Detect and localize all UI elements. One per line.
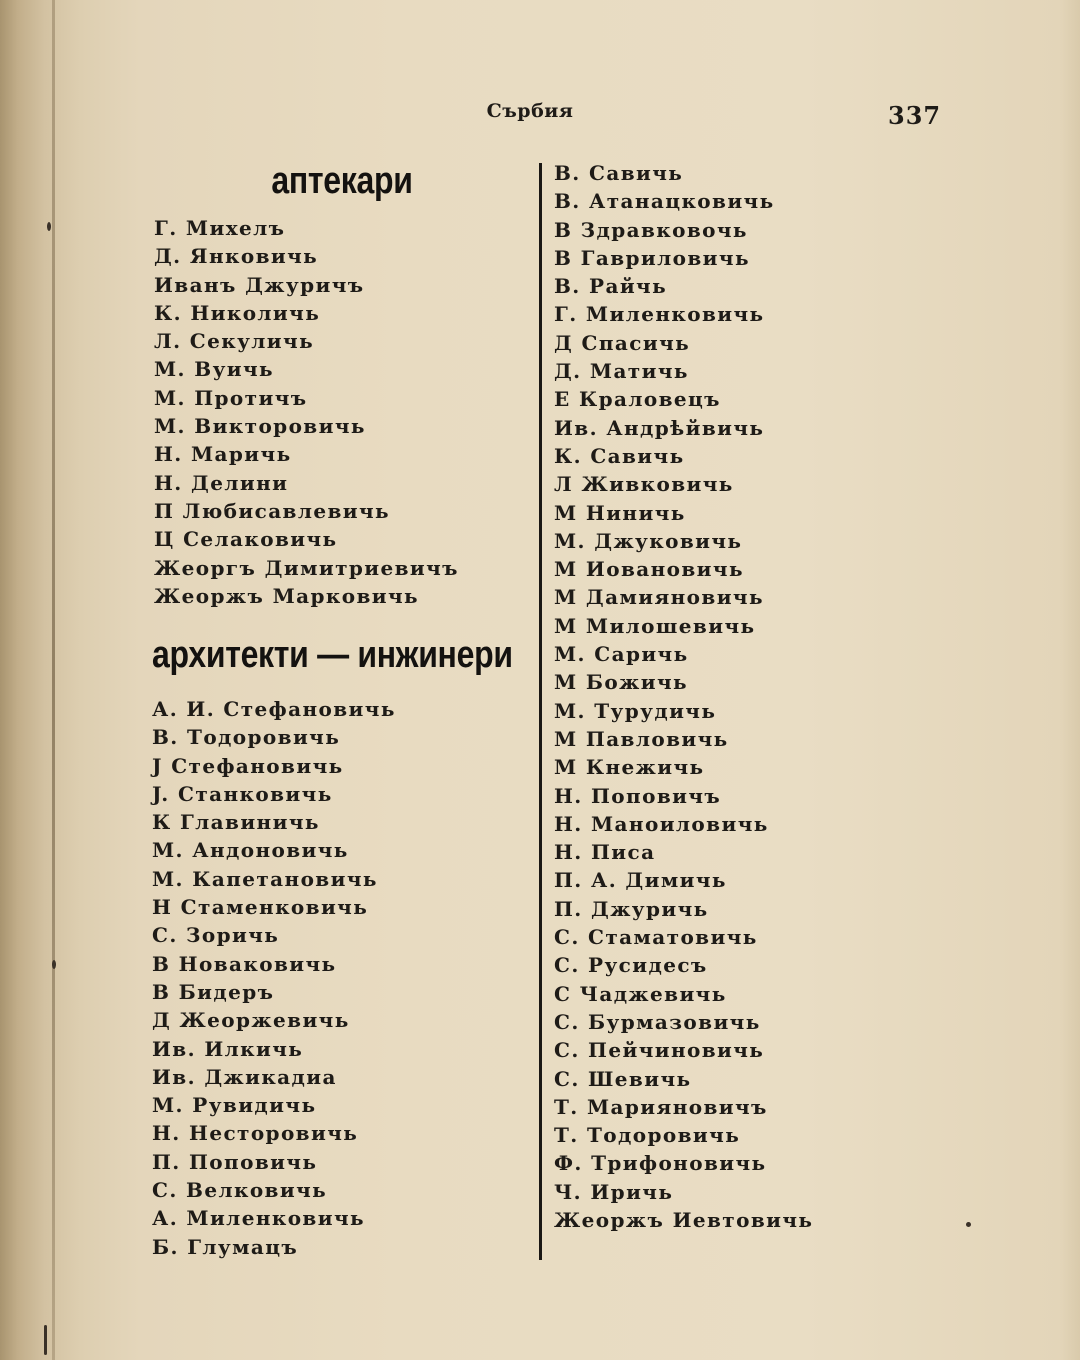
directory-entry: В Гавриловичь bbox=[554, 245, 750, 270]
pharmacists-list bbox=[154, 214, 534, 610]
column-divider-rule bbox=[539, 163, 542, 1260]
directory-entry: К. Савичь bbox=[554, 443, 685, 468]
directory-entry: Н. Писа bbox=[554, 840, 656, 865]
directory-entry: М Милошевичь bbox=[554, 613, 756, 638]
directory-entry: Д. Янковичь bbox=[154, 244, 319, 269]
directory-entry: Г. Михелъ bbox=[154, 216, 286, 240]
directory-entry: Н. Поповичъ bbox=[554, 783, 722, 808]
directory-entry: С Чаджевичь bbox=[554, 981, 727, 1006]
directory-entry: Ив. Андрѣйвичь bbox=[554, 415, 765, 440]
directory-entry: М. Протичъ bbox=[154, 385, 308, 410]
directory-entry: Г. Миленковичь bbox=[554, 302, 765, 327]
directory-entry: С. Велковичь bbox=[152, 1178, 328, 1203]
directory-entry: П. Джуричь bbox=[554, 896, 709, 921]
directory-entry: К. Николичь bbox=[154, 300, 321, 325]
directory-entry: С. Пейчиновичь bbox=[554, 1038, 765, 1063]
directory-entry: Т. Тодоровичь bbox=[554, 1123, 741, 1148]
directory-entry: Ц Селаковичь bbox=[154, 527, 338, 552]
directory-entry: Жеоржъ Иевтовичь bbox=[554, 1207, 814, 1232]
directory-entry: Б. Глумацъ bbox=[152, 1234, 299, 1259]
directory-entry: В Бидеръ bbox=[152, 979, 275, 1004]
book-binding-shadow bbox=[52, 0, 55, 1360]
directory-entry: Т. Марияновичъ bbox=[554, 1094, 768, 1119]
directory-entry: А. И. Стефановичь bbox=[152, 697, 396, 721]
directory-entry: М. Турудичь bbox=[554, 698, 717, 723]
directory-entry: Ив. Джикадиа bbox=[152, 1064, 337, 1089]
directory-entry: М Дамияновичь bbox=[554, 585, 764, 610]
page-number: 337 bbox=[888, 101, 942, 130]
directory-entry: Е Краловецъ bbox=[554, 387, 721, 412]
directory-entry: Д. Матичь bbox=[554, 359, 689, 384]
directory-entry: М. Саричь bbox=[554, 642, 689, 667]
directory-entry: М. Джуковичь bbox=[554, 528, 743, 553]
directory-entry: М Иовановичь bbox=[554, 557, 744, 582]
directory-entry: С. Русидесъ bbox=[554, 953, 708, 978]
section-heading-pharmacists: аптекари bbox=[271, 158, 413, 202]
directory-entry: С. Зоричь bbox=[152, 923, 280, 948]
directory-entry: В. Атанацковичь bbox=[554, 189, 775, 214]
right-column-list bbox=[554, 159, 854, 1234]
directory-entry: Н. Маноиловичь bbox=[554, 811, 769, 836]
ink-speck bbox=[52, 960, 56, 969]
directory-entry: Л. Секуличь bbox=[154, 329, 315, 354]
directory-entry: J Стефановичь bbox=[152, 753, 344, 778]
directory-entry: J. Станковичь bbox=[152, 781, 333, 806]
directory-entry: Д Спасичь bbox=[554, 330, 691, 355]
directory-entry: Жеоржъ Марковичь bbox=[154, 583, 419, 608]
directory-entry: М Божичь bbox=[554, 670, 688, 695]
directory-entry: М. Андоновичь bbox=[152, 838, 349, 863]
directory-entry: С. Шевичь bbox=[554, 1066, 692, 1091]
directory-entry: М Павловичь bbox=[554, 726, 729, 751]
directory-entry: Жеоргъ Димитриевичъ bbox=[154, 555, 459, 580]
directory-entry: М Ниничь bbox=[554, 500, 686, 525]
directory-entry: Д Жеоржевичь bbox=[152, 1008, 350, 1033]
ink-speck bbox=[966, 1222, 971, 1227]
directory-entry: П Любисавлевичь bbox=[154, 498, 391, 523]
directory-entry: Л Живковичь bbox=[554, 472, 734, 497]
directory-entry: В Здравковочь bbox=[554, 217, 748, 242]
directory-entry: Н. Маричь bbox=[154, 442, 292, 467]
architects-engineers-list bbox=[152, 695, 532, 1261]
directory-entry: М. Капетановичь bbox=[152, 866, 378, 891]
directory-entry: В. Савичь bbox=[554, 161, 684, 185]
directory-entry: К Главиничь bbox=[152, 810, 320, 835]
directory-entry: М. Вуичь bbox=[154, 357, 275, 382]
directory-entry: В. Райчь bbox=[554, 274, 668, 299]
directory-entry: М Кнежичь bbox=[554, 755, 705, 780]
running-header-title: Сърбия bbox=[486, 100, 574, 122]
directory-entry: Ф. Трифоновичь bbox=[554, 1151, 767, 1176]
directory-entry: Иванъ Джуричъ bbox=[154, 272, 365, 297]
directory-entry: В Новаковичь bbox=[152, 951, 337, 976]
directory-entry: М. Викторовичь bbox=[154, 414, 366, 439]
directory-entry: Н Стаменковичь bbox=[152, 895, 369, 920]
directory-entry: С. Бурмазовичь bbox=[554, 1009, 761, 1034]
directory-entry: П. Поповичь bbox=[152, 1149, 318, 1174]
section-heading-architects-engineers: архитекти — инжинери bbox=[152, 632, 513, 676]
directory-entry: Н. Несторовичь bbox=[152, 1121, 359, 1146]
directory-entry: М. Рувидичь bbox=[152, 1093, 317, 1118]
directory-entry: В. Тодоровичь bbox=[152, 725, 341, 750]
directory-entry: А. Миленковичь bbox=[152, 1206, 365, 1231]
directory-entry: Ив. Илкичь bbox=[152, 1036, 304, 1061]
directory-entry: Н. Делини bbox=[154, 470, 289, 495]
directory-entry: П. А. Димичь bbox=[554, 868, 727, 893]
directory-entry: С. Стаматовичь bbox=[554, 925, 758, 950]
directory-entry: Ч. Иричь bbox=[554, 1179, 674, 1204]
ink-speck bbox=[44, 1325, 47, 1355]
ink-speck bbox=[47, 222, 51, 231]
